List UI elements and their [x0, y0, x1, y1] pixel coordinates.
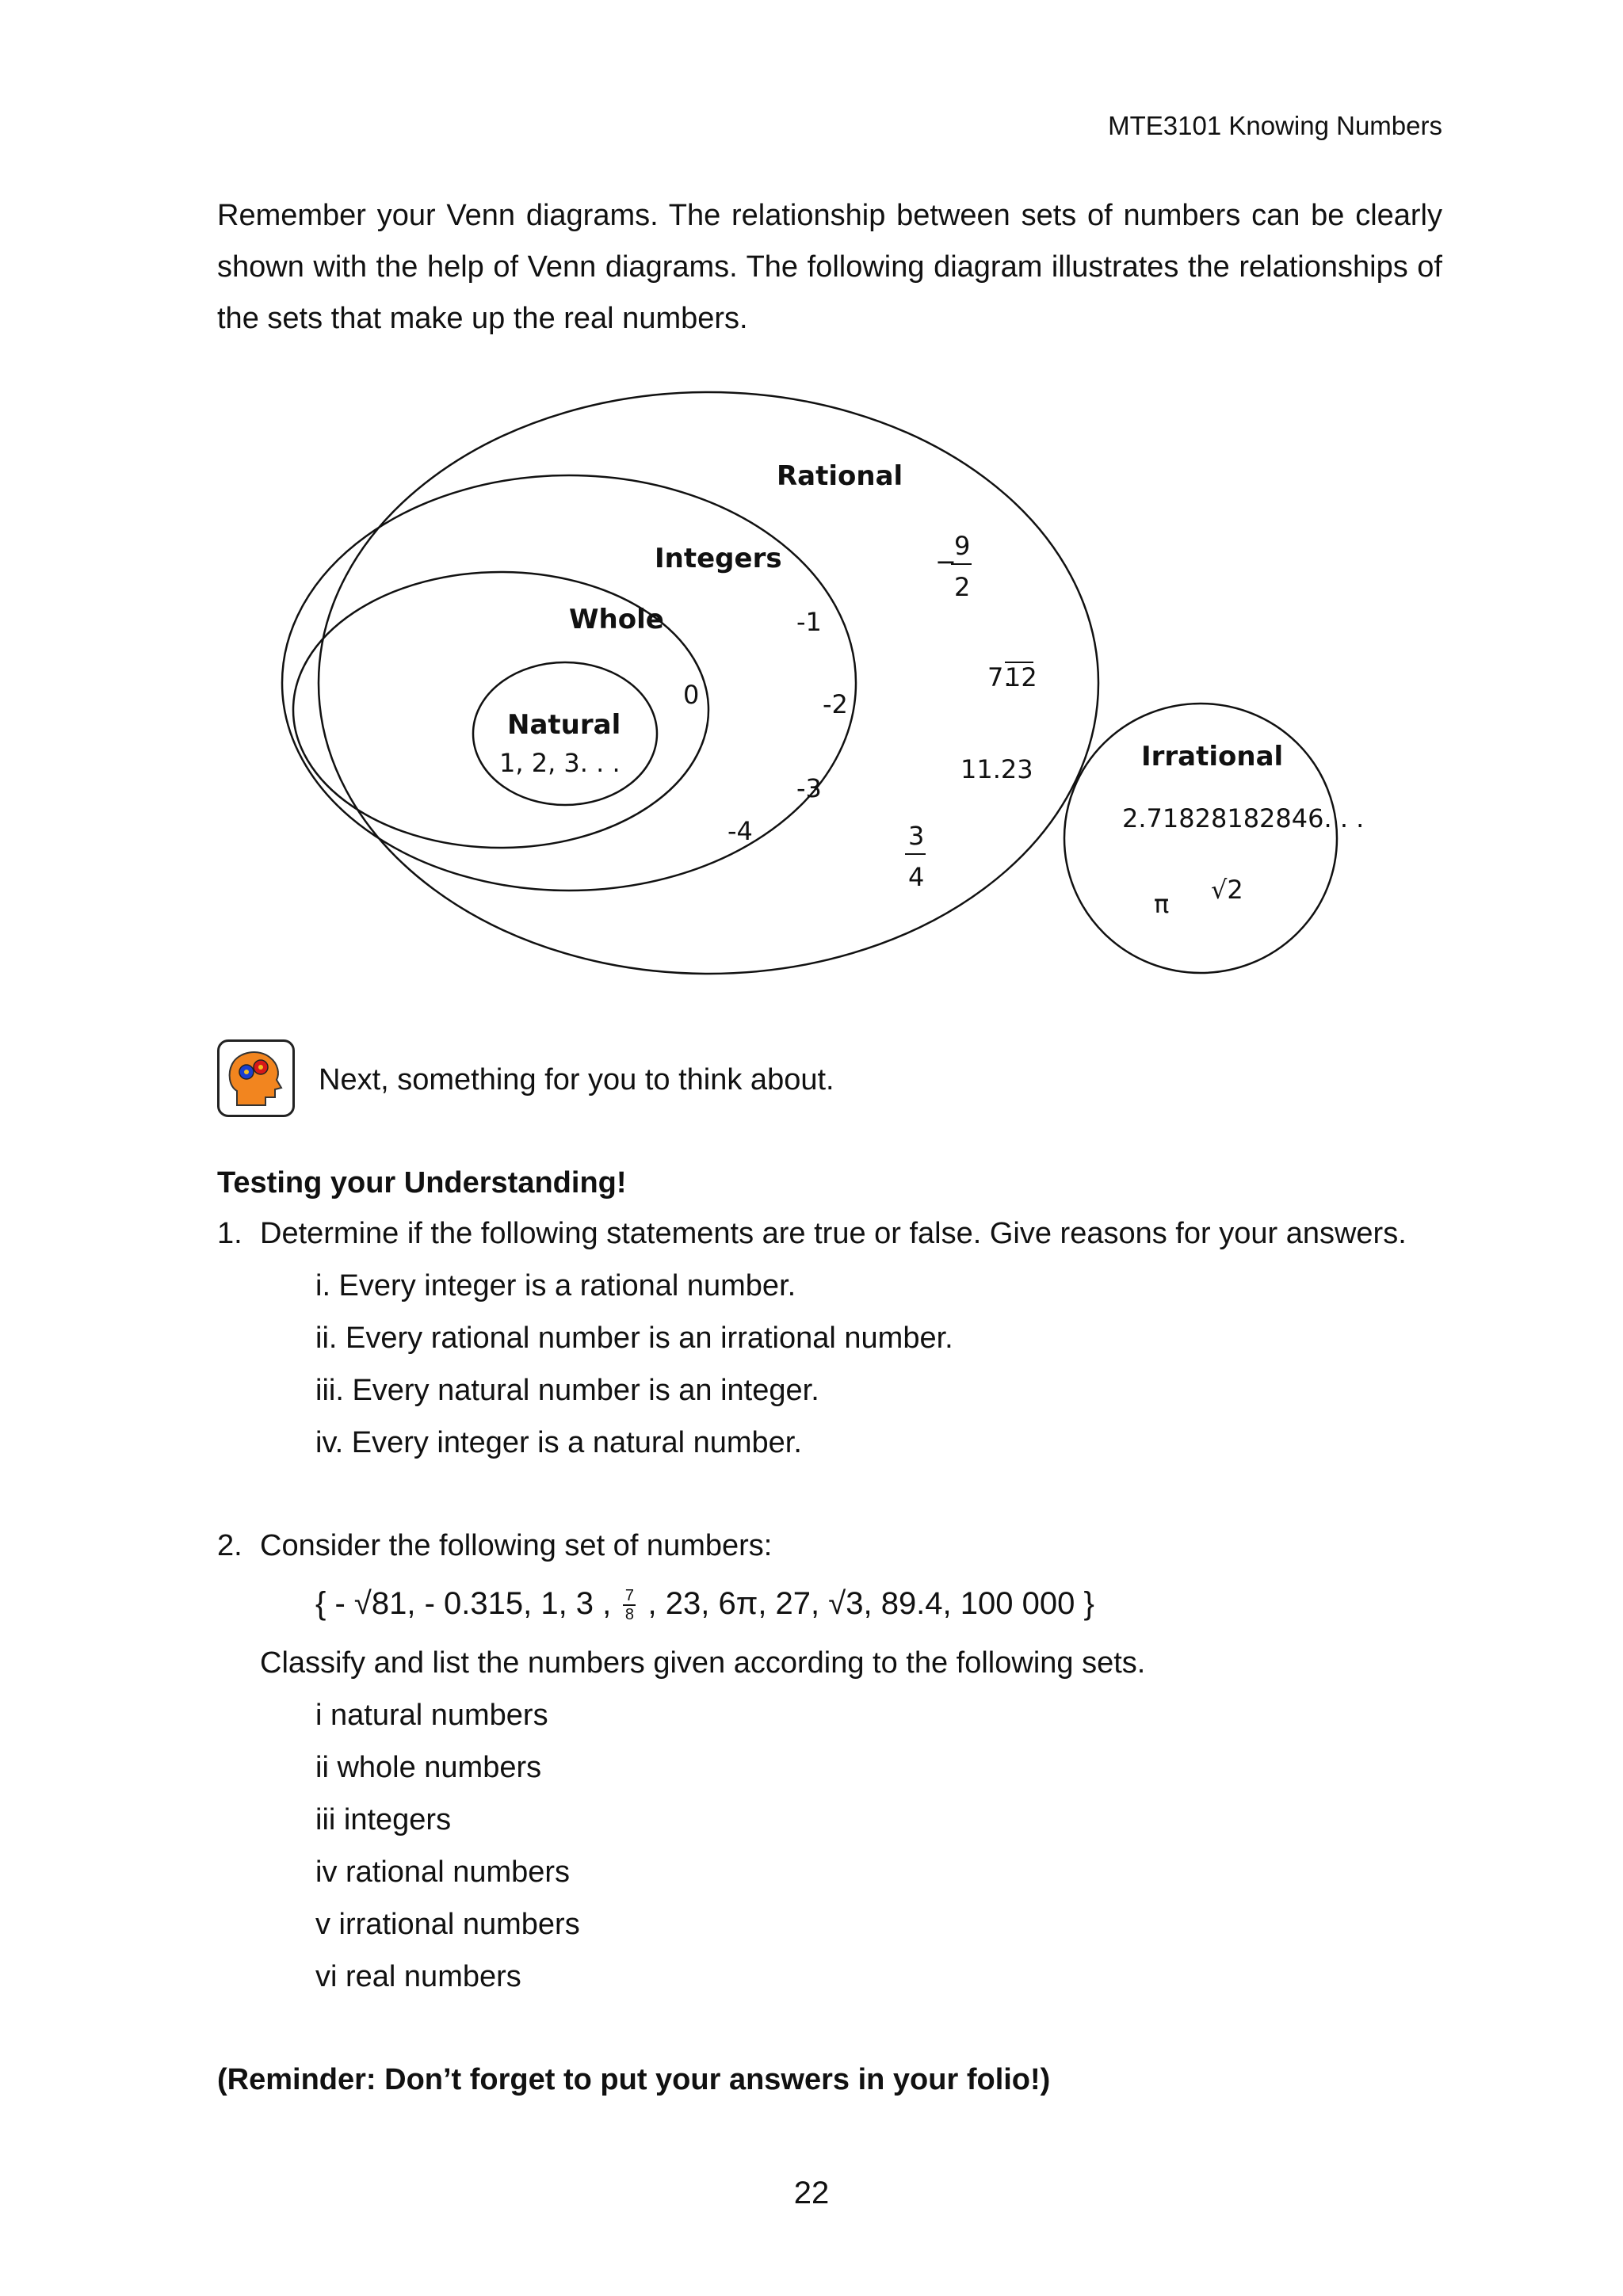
- fraction-denominator: 8: [624, 1606, 634, 1624]
- q1-number: 1.: [217, 1217, 242, 1250]
- section-title: Testing your Understanding!: [217, 1166, 627, 1199]
- integer-value-4: -4: [727, 816, 753, 846]
- q2-number: 2.: [217, 1529, 242, 1562]
- reminder-note: (Reminder: Don’t forget to put your answers in your folio!): [217, 2063, 1051, 2096]
- page-number: 22: [793, 2176, 830, 2210]
- number-set: [315, 1586, 1094, 1623]
- whole-value: 0: [683, 680, 700, 710]
- q2-item-5: v irrational numbers: [315, 1908, 580, 1941]
- natural-label: Natural: [507, 709, 621, 741]
- q1-item-2: ii. Every rational number is an irrational number.: [315, 1322, 953, 1355]
- q2-item-2: ii whole numbers: [315, 1751, 542, 1784]
- integer-value-1: -1: [796, 607, 822, 637]
- number-set-fraction: [623, 1587, 636, 1623]
- irrational-sqrt: √2: [1211, 875, 1243, 905]
- rational-fraction-numerator: 9: [954, 531, 971, 561]
- irrational-pi: π: [1154, 889, 1170, 919]
- page-header: MTE3101 Knowing Numbers: [1108, 111, 1442, 140]
- rational-label: Rational: [777, 460, 903, 492]
- whole-label: Whole: [569, 604, 664, 635]
- irrational-e: 2.71828182846. . .: [1122, 803, 1365, 833]
- rational-set-ellipse: [319, 392, 1098, 974]
- rational-fraction2-numerator: 3: [908, 821, 925, 851]
- intro-paragraph: Remember your Venn diagrams. The relationship between sets of numbers can be clearly shown with the help of Venn diagrams. The following diagram illustrates the relationships of the sets that make up the real numbers.: [217, 199, 1442, 335]
- q1-text: Determine if the following statements are true or false. Give reasons for your answers.: [260, 1217, 1407, 1250]
- q2-item-3: iii integers: [315, 1803, 452, 1836]
- thinking-head-icon: [217, 1039, 295, 1117]
- rational-repeating-digits: 12: [1005, 662, 1037, 692]
- q2-item-1: i natural numbers: [315, 1699, 548, 1732]
- q1-item-1: i. Every integer is a rational number.: [315, 1269, 796, 1302]
- number-set-end: , 23, 6π, 27, √3, 89.4, 100 000 }: [647, 1586, 1094, 1621]
- rational-fraction-sign: −: [935, 547, 957, 577]
- rational-fraction-denominator: 2: [954, 572, 971, 602]
- number-set-start: { - √81, - 0.315, 1, 3 ,: [315, 1586, 612, 1621]
- q2-classify: Classify and list the numbers given according to the following sets.: [260, 1646, 1146, 1680]
- q1-item-3: iii. Every natural number is an integer.: [315, 1374, 819, 1407]
- integer-value-3: -3: [796, 773, 822, 803]
- rational-fraction2-denominator: 4: [908, 862, 925, 892]
- q2-item-4: iv rational numbers: [315, 1855, 571, 1889]
- natural-values: 1, 2, 3. . .: [499, 748, 621, 778]
- integers-label: Integers: [655, 543, 782, 574]
- rational-repeating-base: 7.: [987, 662, 1012, 692]
- q2-item-6: vi real numbers: [315, 1960, 521, 1993]
- fraction-numerator: 7: [624, 1587, 634, 1605]
- rational-decimal: 11.23: [960, 754, 1033, 784]
- think-prompt: Next, something for you to think about.: [319, 1063, 834, 1097]
- q1-item-4: iv. Every integer is a natural number.: [315, 1426, 802, 1459]
- q2-text: Consider the following set of numbers:: [260, 1529, 773, 1562]
- irrational-label: Irrational: [1141, 741, 1284, 772]
- integer-value-2: -2: [823, 689, 848, 719]
- integers-set-ellipse: [282, 475, 856, 891]
